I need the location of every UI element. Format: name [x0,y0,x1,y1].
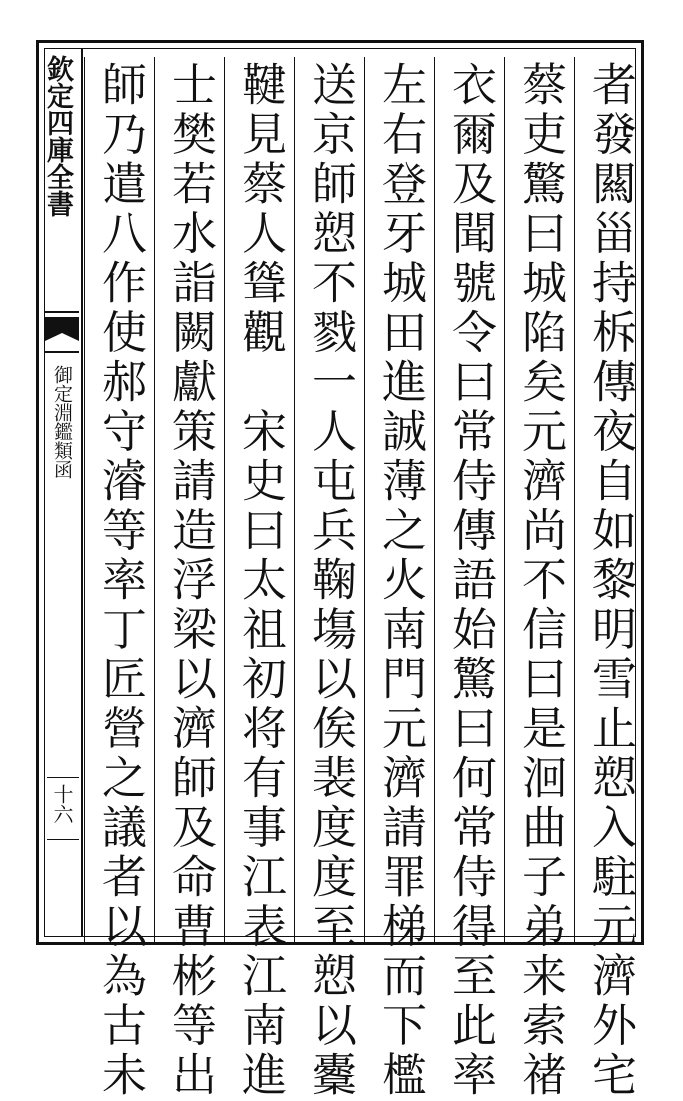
column-text: 鞬見蔡人聳觀 宋史曰太祖初将有事江表江南進 [234,61,287,1101]
column-text: 蔡吏驚曰城陷矣元濟尚不信曰是洄曲子弟来索禇 [514,61,567,1101]
column-text: 士樊若水詣闕獻策請造浮梁以濟師及命曹彬等出 [164,61,217,1101]
text-column [294,57,364,1101]
text-column [504,57,574,1101]
text-column [224,57,294,1101]
margin-page-number: 十六 [50,784,74,824]
margin-title: 欽定四庫全書 [42,55,73,217]
inner-frame [42,48,637,1101]
text-column [574,57,644,1101]
text-column [154,57,224,1101]
margin-strip [42,49,83,936]
margin-subtitle: 御定淵鑑類函 [51,365,73,479]
text-column [84,57,154,1101]
column-text: 衣爾及聞號令曰常侍傳語始驚曰何常侍得至此率 [444,61,497,1101]
page-frame [36,40,644,1101]
column-text: 送京師愬不戮一人屯兵鞠塲以俟裴度度至愬以櫜 [304,61,357,1101]
margin-rule-top [47,777,79,778]
column-text: 左右登牙城田進誠薄之火南門元濟請罪梯而下檻 [374,61,427,1101]
text-column [434,57,504,1101]
fish-tail-ornament-icon [45,311,79,357]
text-column [364,57,434,1101]
text-columns [83,57,644,1101]
column-text: 者發闗甾持柝傳夜自如黎明雪止愬入駐元濟外宅 [584,61,637,1101]
column-text: 師乃遣八作使郝守濬等率丁匠營之議者以為古未 [94,61,147,1101]
margin-rule-bottom [47,839,79,840]
